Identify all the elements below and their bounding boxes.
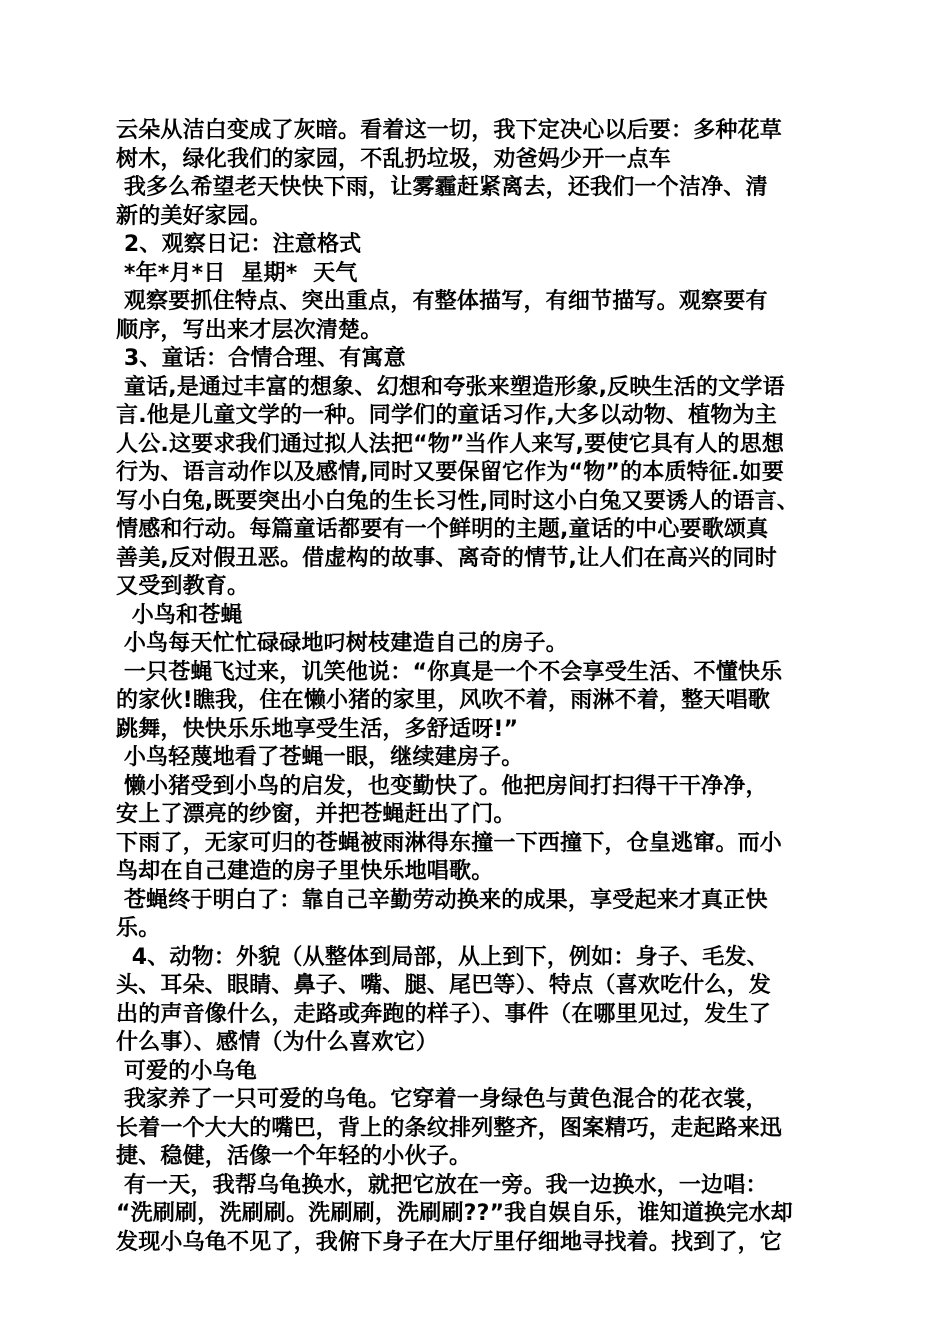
text-line: 安上了漂亮的纱窗，并把苍蝇赶出了门。	[116, 802, 516, 827]
text-line: 新的美好家园。	[116, 203, 272, 229]
text-line: 又受到教育。	[116, 574, 250, 599]
text-line: 长着一个大大的嘴巴，背上的条纹排列整齐，图案精巧，走起路来迅	[116, 1115, 783, 1141]
text-line: 写小白兔,既要突出小白兔的生长习性,同时这小白兔又要诱人的语言、	[116, 488, 800, 514]
text-line: 懒小猪受到小鸟的启发，也变勤快了。他把房间打扫得干干净净，	[116, 773, 768, 799]
text-line: 的家伙!瞧我，住在懒小猪的家里，风吹不着，雨淋不着，整天唱歌	[116, 688, 771, 713]
text-line: 善美,反对假丑恶。借虚构的故事、离奇的情节,让人们在高兴的同时	[116, 545, 777, 571]
text-line: 小鸟轻蔑地看了苍蝇一眼，继续建房子。	[116, 745, 524, 770]
text-line: 有一天，我帮乌龟换水，就把它放在一旁。我一边换水，一边唱：	[116, 1172, 768, 1198]
text-line: 顺序，写出来才层次清楚。	[116, 317, 383, 343]
text-line: 下雨了，无家可归的苍蝇被雨淋得东撞一下西撞下，仓皇逃窜。而小	[116, 830, 783, 856]
text-line: 行为、语言动作以及感情,同时又要保留它作为“物”的本质特征.如要	[116, 460, 785, 485]
text-line: *年*月*日 星期* 天气	[116, 260, 358, 286]
text-line: 一只苍蝇飞过来，讥笑他说：“你真是一个不会享受生活、不懂快乐	[116, 659, 783, 685]
text-line: 什么事）、感情（为什么喜欢它）	[116, 1030, 439, 1055]
text-line: 我家养了一只可爱的乌龟。它穿着一身绿色与黄色混合的花衣裳，	[116, 1087, 768, 1112]
text-line: 树木，绿化我们的家园，不乱扔垃圾，劝爸妈少开一点车	[116, 146, 672, 172]
text-line: 捷、稳健，活像一个年轻的小伙子。	[116, 1144, 472, 1169]
text-line: 情感和行动。每篇童话都要有一个鲜明的主题,童话的中心要歌颂真	[116, 517, 769, 542]
text-line: “洗刷刷，洗刷刷。洗刷刷，洗刷刷??”我自娱自乐，谁知道换完水却	[116, 1201, 793, 1226]
document-body	[116, 117, 842, 1257]
text-line: 言.他是儿童文学的一种。同学们的童话习作,大多以动物、植物为主	[116, 403, 777, 428]
text-line: 头、耳朵、眼睛、鼻子、嘴、腿、尾巴等）、特点（喜欢吃什么，发	[116, 973, 772, 998]
section-heading: 3、童话：合情合理、有寓意	[116, 346, 406, 371]
text-line: 童话,是通过丰富的想象、幻想和夸张来塑造形象,反映生活的文学语	[116, 374, 785, 400]
section-heading: 4、动物：外貌（从整体到局部，从上到下，例如：身子、毛发、	[116, 944, 769, 970]
section-heading: 2、观察日记：注意格式	[116, 232, 362, 257]
text-line: 跳舞，快快乐乐地享受生活，多舒适呀!”	[116, 716, 519, 742]
story-title: 可爱的小乌龟	[116, 1058, 258, 1084]
story-title: 小鸟和苍蝇	[116, 602, 243, 628]
text-line: 鸟却在自己建造的房子里快乐地唱歌。	[116, 859, 494, 884]
text-line: 云朵从洁白变成了灰暗。看着这一切，我下定决心以后要：多种花草	[116, 118, 783, 143]
text-line: 苍蝇终于明白了：靠自己辛勤劳动换来的成果，享受起来才真正快	[116, 887, 768, 913]
text-line: 出的声音像什么，走路或奔跑的样子）、事件（在哪里见过，发生了	[116, 1001, 772, 1027]
text-line: 人公.这要求我们通过拟人法把“物”当作人来写,要使它具有人的思想	[116, 431, 785, 457]
text-line: 观察要抓住特点、突出重点，有整体描写，有细节描写。观察要有	[116, 289, 768, 314]
text-line: 小鸟每天忙忙碌碌地叼树枝建造自己的房子。	[116, 631, 568, 656]
text-line: 我多么希望老天快快下雨，让雾霾赶紧离去，还我们一个洁净、清	[116, 175, 768, 200]
text-line: 乐。	[116, 916, 161, 941]
text-line: 发现小乌龟不见了，我俯下身子在大厅里仔细地寻找着。找到了，它	[116, 1229, 783, 1255]
